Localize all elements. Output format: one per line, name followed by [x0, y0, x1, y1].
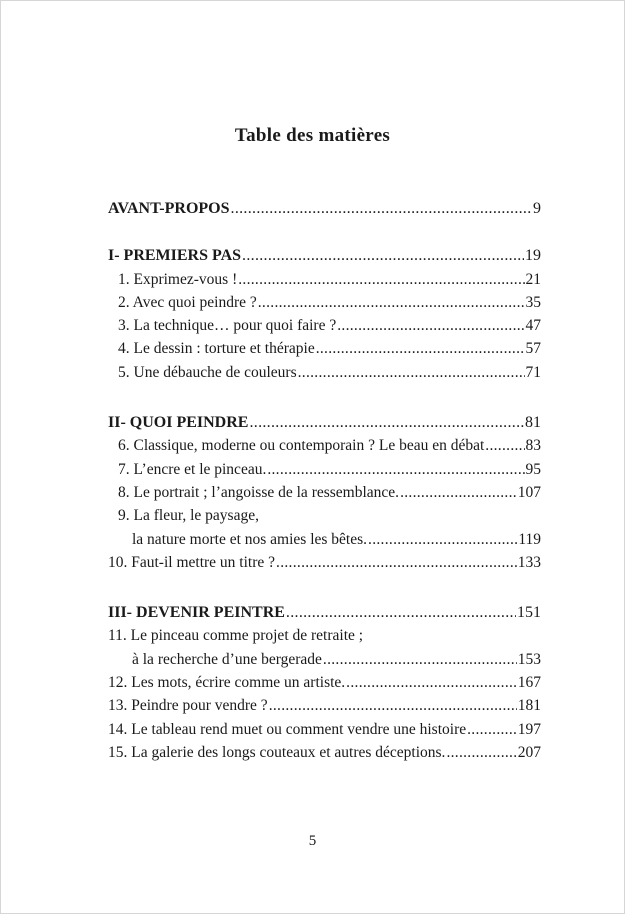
spacer	[108, 574, 541, 601]
dot-leader	[242, 244, 524, 267]
spacer	[108, 384, 541, 411]
toc-page-number: 119	[518, 530, 541, 548]
toc-section-entry[interactable]	[108, 197, 541, 220]
toc-entry-label: 3. La technique… pour quoi faire ?	[118, 317, 337, 335]
toc-entry-label: 14. Le tableau rend muet ou comment vendre une histoire	[108, 720, 467, 738]
toc-chapter-entry[interactable]	[108, 671, 541, 694]
toc-page-number: 133	[517, 553, 541, 571]
dot-leader	[249, 411, 524, 434]
toc-chapter-entry[interactable]	[108, 291, 541, 314]
toc-page-number: 47	[525, 317, 541, 335]
toc-chapter-entry[interactable]	[108, 718, 541, 741]
dot-leader	[446, 741, 516, 764]
toc-page-number: 95	[525, 460, 541, 478]
toc-section-entry[interactable]	[108, 411, 541, 434]
toc-entry-label: 11. Le pinceau comme projet de retraite ;	[108, 627, 364, 645]
toc-entry-label: 5. Une débauche de couleurs	[118, 363, 297, 381]
toc-chapter-entry-continued[interactable]	[108, 648, 541, 671]
toc-page-number: 19	[525, 247, 541, 265]
dot-leader	[267, 458, 524, 481]
dot-leader	[286, 601, 516, 624]
dot-leader	[400, 481, 517, 504]
toc-chapter-entry[interactable]	[108, 458, 541, 481]
dot-leader	[298, 361, 525, 384]
toc-entry-label: la nature morte et nos amies les bêtes.	[132, 530, 368, 548]
page-number: 5	[308, 833, 317, 849]
toc-entry-label: II- QUOI PEINDRE	[108, 414, 249, 432]
toc-chapter-entry[interactable]	[108, 741, 541, 764]
page-title: Table des matières	[234, 125, 391, 146]
toc-entry-label: III- DEVENIR PEINTRE	[108, 604, 285, 622]
toc-entry-label: 9. La fleur, le paysage,	[118, 507, 259, 525]
toc-page-number: 151	[517, 604, 541, 622]
toc-page-number: 107	[517, 483, 541, 501]
toc-page-number: 71	[525, 363, 541, 381]
dot-leader	[337, 314, 524, 337]
dot-leader	[467, 718, 517, 741]
toc-chapter-entry[interactable]	[108, 624, 541, 647]
toc-chapter-entry-continued[interactable]	[108, 528, 541, 551]
toc-section-entry[interactable]	[108, 244, 541, 267]
toc-entry-label: 15. La galerie des longs couteaux et autres déceptions.	[108, 743, 446, 761]
spacer	[108, 220, 541, 244]
table-of-contents	[108, 197, 541, 764]
toc-chapter-entry[interactable]	[108, 337, 541, 360]
toc-page-number: 9	[533, 200, 541, 217]
toc-entry-label: I- PREMIERS PAS	[108, 247, 242, 265]
toc-page-number: 81	[525, 414, 541, 432]
toc-page-number: 207	[517, 743, 541, 761]
toc-chapter-entry[interactable]	[108, 504, 541, 527]
toc-entry-label: 12. Les mots, écrire comme un artiste.	[108, 674, 346, 692]
dot-leader	[346, 671, 517, 694]
toc-entry-label: 2. Avec quoi peindre ?	[118, 293, 257, 311]
toc-entry-label: 13. Peindre pour vendre ?	[108, 697, 268, 715]
toc-page-number: 181	[517, 697, 541, 715]
toc-chapter-entry[interactable]	[108, 434, 541, 457]
toc-page-number: 57	[525, 340, 541, 358]
toc-page-number: 21	[525, 270, 541, 288]
toc-entry-label: 6. Classique, moderne ou contemporain ? Le beau en débat	[118, 437, 485, 455]
toc-entry-label: 8. Le portrait ; l’angoisse de la ressemblance.	[118, 483, 400, 501]
toc-page-number: 197	[517, 720, 541, 738]
toc-chapter-entry[interactable]	[108, 481, 541, 504]
dot-leader	[323, 648, 517, 671]
dot-leader	[238, 268, 524, 291]
dot-leader	[269, 694, 517, 717]
dot-leader	[485, 434, 524, 457]
toc-chapter-entry[interactable]	[108, 551, 541, 574]
toc-page-number: 83	[525, 437, 541, 455]
toc-page-number: 153	[517, 650, 541, 668]
toc-entry-label: à la recherche d’une bergerade	[132, 650, 322, 668]
dot-leader	[368, 528, 517, 551]
toc-chapter-entry[interactable]	[108, 361, 541, 384]
toc-chapter-entry[interactable]	[108, 314, 541, 337]
dot-leader	[316, 337, 525, 360]
dot-leader	[258, 291, 525, 314]
toc-entry-label: 7. L’encre et le pinceau.	[118, 460, 267, 478]
toc-page-number: 167	[517, 674, 541, 692]
toc-entry-label: AVANT-PROPOS	[108, 200, 230, 217]
toc-chapter-entry[interactable]	[108, 268, 541, 291]
dot-leader	[231, 197, 532, 220]
toc-page-number: 35	[525, 293, 541, 311]
dot-leader	[276, 551, 517, 574]
toc-chapter-entry[interactable]	[108, 694, 541, 717]
toc-entry-label: 10. Faut-il mettre un titre ?	[108, 553, 276, 571]
toc-section-entry[interactable]	[108, 601, 541, 624]
toc-entry-label: 4. Le dessin : torture et thérapie	[118, 340, 315, 358]
toc-entry-label: 1. Exprimez-vous !	[118, 270, 238, 288]
